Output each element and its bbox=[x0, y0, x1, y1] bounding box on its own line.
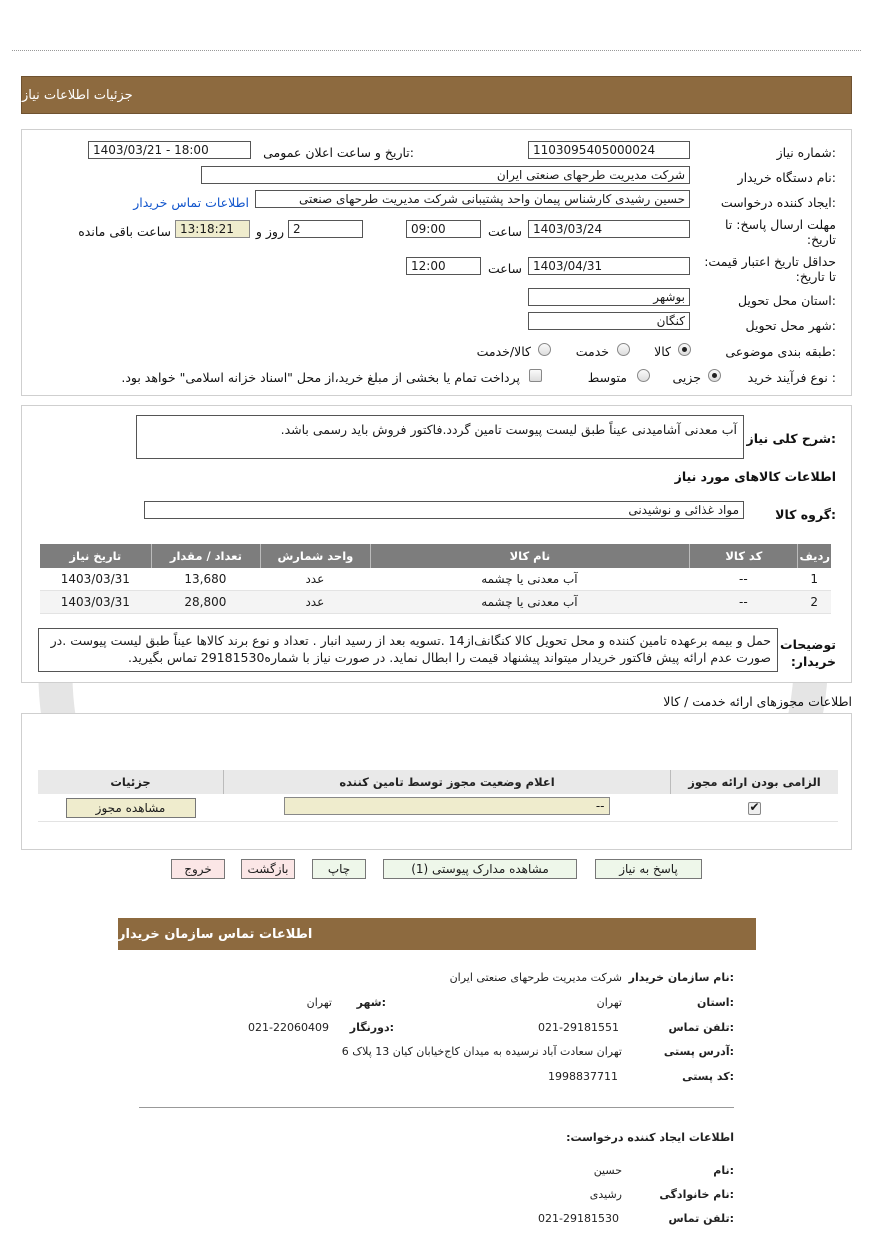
print-button[interactable]: چاپ bbox=[312, 859, 366, 879]
row-index: 1 bbox=[797, 568, 831, 591]
permits-table bbox=[38, 770, 838, 822]
table-row bbox=[40, 568, 831, 591]
row-code: -- bbox=[689, 568, 797, 591]
category-service-label: خدمت bbox=[575, 344, 609, 359]
row-name: آب معدنی یا چشمه bbox=[370, 591, 690, 614]
col-row-header: ردیف bbox=[797, 544, 831, 568]
col-unit-header: واحد شمارش bbox=[260, 544, 369, 568]
province-label: استان محل تحویل: bbox=[737, 293, 836, 308]
contact-address-value: تهران سعادت آباد نرسیده به میدان کاج‌خیابان کیان 13 پلاک 6 bbox=[341, 1045, 622, 1058]
permits-table-header bbox=[38, 770, 838, 794]
page-title: جزئیات اطلاعات نیاز bbox=[22, 87, 133, 103]
row-unit: عدد bbox=[260, 591, 369, 614]
contact-province-value: تهران bbox=[596, 996, 622, 1009]
attachments-button[interactable]: مشاهده مدارک پیوستی (1) bbox=[383, 859, 577, 879]
category-goods-radio[interactable] bbox=[678, 343, 691, 356]
contact-province-label: استان: bbox=[696, 996, 734, 1009]
creator-field: حسین رشیدی کارشناس پیمان واحد پشتیبانی شرکت مدیریت طرحهای صنعتی bbox=[255, 190, 690, 208]
checkmark-icon: ✔ bbox=[749, 799, 760, 814]
contact-phone-value: 021-29181551 bbox=[538, 1021, 619, 1034]
goods-group-label: گروه کالا: bbox=[775, 507, 836, 522]
row-name: آب معدنی یا چشمه bbox=[370, 568, 690, 591]
contact-address-label: آدرس پستی: bbox=[663, 1045, 734, 1058]
creator-info-title: اطلاعات ایجاد کننده درخواست: bbox=[566, 1131, 734, 1144]
time-remaining-field: 13:18:21 bbox=[175, 220, 250, 238]
top-divider bbox=[12, 50, 861, 51]
col-details-header: جزئیات bbox=[38, 770, 223, 794]
buyer-notes-field: حمل و بیمه برعهده تامین کننده و محل تحویل کالا کنگانف‌از14 .تسویه بعد از رسید انبار . تعداد و نوع برند کالاها عیناً طبق لیست پیوست .در صورت عدم ارائه پیش فاکتور خریدار میتواند پیشنهاد قیمت را ابطال نماید. در صورت نیاز با شماره29181530 تماس بگیرید. bbox=[38, 628, 778, 672]
view-permit-button[interactable]: مشاهده مجوز bbox=[66, 798, 196, 818]
permits-title: اطلاعات مجوزهای ارائه خدمت / کالا bbox=[663, 694, 852, 709]
col-date-header: تاریخ نیاز bbox=[40, 544, 151, 568]
treasury-payment-label: پرداخت تمام یا بخشی از مبلغ خرید،از محل "اسناد خزانه اسلامی" خواهد بود. bbox=[121, 370, 520, 385]
back-button[interactable]: بازگشت bbox=[241, 859, 295, 879]
contact-header bbox=[118, 918, 756, 950]
contact-divider bbox=[139, 1107, 734, 1108]
need-number-label: شماره نیاز: bbox=[776, 145, 836, 160]
creator-label: ایجاد کننده درخواست: bbox=[720, 195, 836, 210]
row-qty: 28,800 bbox=[151, 591, 260, 614]
buyer-field: شرکت مدیریت طرحهای صنعتی ایران bbox=[201, 166, 690, 184]
col-status-header: اعلام وضعیت مجوز توسط تامین کننده bbox=[223, 770, 670, 794]
row-date: 1403/03/31 bbox=[40, 591, 151, 614]
province-field: بوشهر bbox=[528, 288, 690, 306]
process-minor-radio[interactable] bbox=[708, 369, 721, 382]
process-medium-radio[interactable] bbox=[637, 369, 650, 382]
buyer-label: نام دستگاه خریدار: bbox=[737, 170, 836, 185]
table-row bbox=[40, 591, 831, 614]
announce-field: 1403/03/21 - 18:00 bbox=[88, 141, 251, 159]
contact-phone-label: تلفن تماس: bbox=[668, 1021, 734, 1034]
contact-org-value: شرکت مدیریت طرحهای صنعتی ایران bbox=[449, 971, 622, 984]
contact-title: اطلاعات تماس سازمان خریدار bbox=[118, 926, 313, 942]
row-date: 1403/03/31 bbox=[40, 568, 151, 591]
category-both-label: کالا/خدمت bbox=[476, 344, 531, 359]
days-label: روز و bbox=[255, 224, 284, 239]
row-unit: عدد bbox=[260, 568, 369, 591]
row-index: 2 bbox=[797, 591, 831, 614]
col-code-header: کد کالا bbox=[689, 544, 797, 568]
table-row bbox=[38, 794, 838, 822]
creator-phone-label: تلفن تماس: bbox=[668, 1212, 734, 1225]
process-medium-label: متوسط bbox=[587, 370, 627, 385]
validity-time-label: ساعت bbox=[487, 261, 522, 276]
col-qty-header: تعداد / مقدار bbox=[151, 544, 260, 568]
contact-fax-value: 021-22060409 bbox=[248, 1021, 329, 1034]
deadline-time-field: 09:00 bbox=[406, 220, 481, 238]
city-field: کنگان bbox=[528, 312, 690, 330]
contact-postal-value: 1998837711 bbox=[548, 1070, 618, 1083]
process-label: نوع فرآیند خرید : bbox=[747, 370, 836, 385]
creator-family-value: رشیدی bbox=[589, 1188, 622, 1201]
creator-family-label: نام خانوادگی: bbox=[659, 1188, 734, 1201]
creator-name-value: حسین bbox=[593, 1164, 622, 1177]
row-qty: 13,680 bbox=[151, 568, 260, 591]
creator-phone-value: 021-29181530 bbox=[538, 1212, 619, 1225]
treasury-payment-checkbox[interactable] bbox=[529, 369, 542, 382]
required-checkbox bbox=[748, 799, 761, 815]
required-cell bbox=[670, 794, 838, 822]
deadline-time-label: ساعت bbox=[487, 224, 522, 239]
time-remaining-label: ساعت باقی مانده bbox=[78, 224, 171, 239]
validity-time-field: 12:00 bbox=[406, 257, 481, 275]
deadline-label: مهلت ارسال پاسخ: تا تاریخ: bbox=[725, 217, 836, 247]
goods-group-field: مواد غذائی و نوشیدنی bbox=[144, 501, 744, 519]
days-remaining-field: 2 bbox=[288, 220, 363, 238]
deadline-date-field: 1403/03/24 bbox=[528, 220, 690, 238]
col-required-header: الزامی بودن ارائه مجوز bbox=[670, 770, 838, 794]
category-label: طبقه بندی موضوعی: bbox=[725, 344, 836, 359]
city-label: شهر محل تحویل: bbox=[745, 318, 836, 333]
goods-table bbox=[40, 544, 831, 614]
exit-button[interactable]: خروج bbox=[171, 859, 225, 879]
contact-org-label: نام سازمان خریدار: bbox=[628, 971, 734, 984]
summary-label: شرح کلی نیاز: bbox=[746, 431, 836, 446]
validity-label: حداقل تاریخ اعتبار قیمت: تا تاریخ: bbox=[704, 254, 836, 284]
category-goods-label: کالا bbox=[654, 344, 671, 359]
category-service-radio[interactable] bbox=[617, 343, 630, 356]
need-number-field: 1103095405000024 bbox=[528, 141, 690, 159]
creator-name-label: نام: bbox=[713, 1164, 734, 1177]
category-both-radio[interactable] bbox=[538, 343, 551, 356]
buyer-notes-label: توضیحات خریدار: bbox=[780, 637, 836, 669]
col-name-header: نام کالا bbox=[370, 544, 690, 568]
permit-status-field: -- bbox=[284, 797, 610, 815]
row-code: -- bbox=[689, 591, 797, 614]
details-cell bbox=[38, 794, 223, 822]
contact-postal-label: کد پستی: bbox=[682, 1070, 734, 1083]
summary-field: آب معدنی آشامیدنی عیناً طبق لیست پیوست تامین گردد.فاکتور فروش باید رسمی باشد. bbox=[136, 415, 744, 459]
buyer-contact-link[interactable]: اطلاعات تماس خریدار bbox=[133, 195, 249, 210]
contact-fax-label: دورنگار: bbox=[349, 1021, 394, 1034]
goods-info-title: اطلاعات کالاهای مورد نیاز bbox=[674, 469, 836, 484]
process-minor-label: جزیی bbox=[672, 370, 701, 385]
validity-date-field: 1403/04/31 bbox=[528, 257, 690, 275]
contact-city-label: شهر: bbox=[356, 996, 386, 1009]
goods-table-header bbox=[40, 544, 831, 568]
page-header bbox=[21, 76, 852, 114]
announce-label: تاریخ و ساعت اعلان عمومی: bbox=[263, 145, 414, 160]
respond-button[interactable]: پاسخ به نیاز bbox=[595, 859, 702, 879]
contact-city-value: تهران bbox=[306, 996, 332, 1009]
status-cell bbox=[223, 794, 670, 822]
